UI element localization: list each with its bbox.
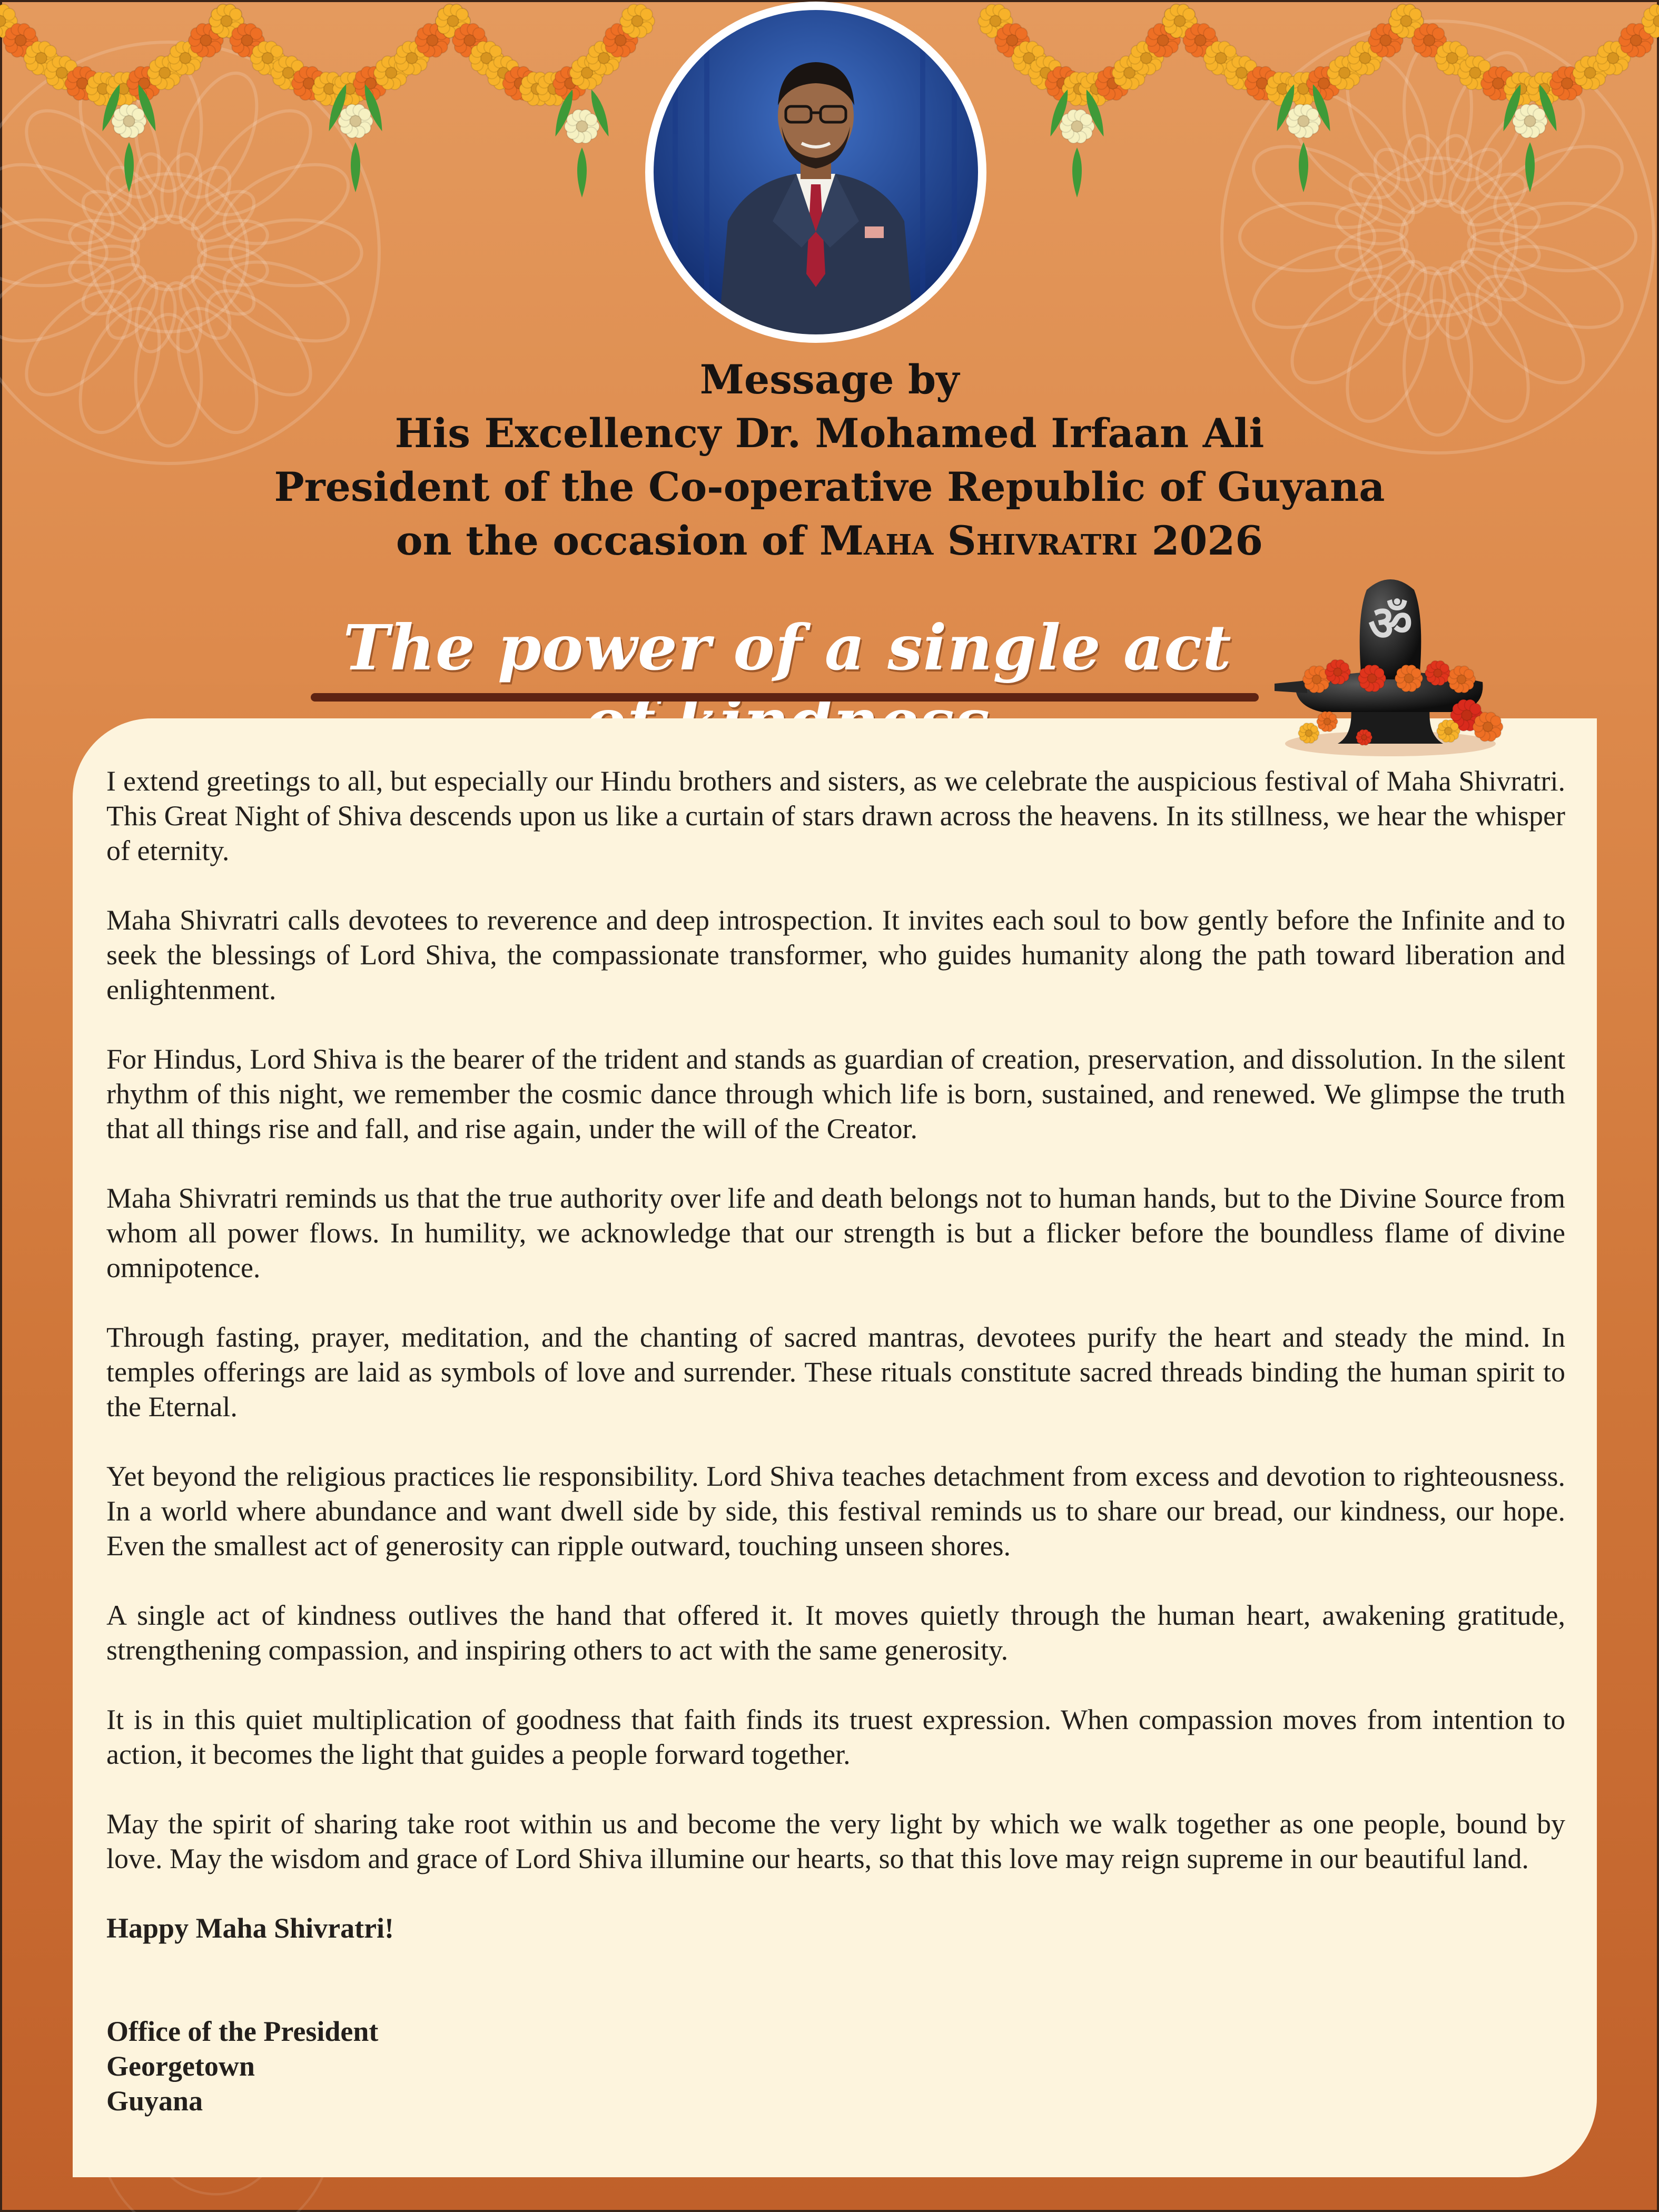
message-body: [106, 764, 1565, 2118]
president-portrait: [644, 0, 988, 344]
marigold-flower: [1513, 104, 1547, 138]
marigold-flower: [1317, 712, 1338, 732]
occasion-year: 2026: [1151, 517, 1263, 564]
marigold-flower: [1473, 712, 1503, 741]
marigold-flower: [1356, 729, 1372, 745]
leaf-decoration: [577, 147, 587, 197]
om-symbol: ॐ: [1368, 595, 1413, 651]
marigold-flower: [565, 110, 599, 143]
message-paragraph: Maha Shivratri reminds us that the true authority over life and death belongs not to human hands, but to the Divine Source from whom all power flows. In humility, we acknowledge that our strength is but a flicker before the boundless flame of divine omnipotence.: [106, 1182, 1565, 1283]
signature-office: Office of the President: [106, 2016, 379, 2047]
leaf-decoration: [1299, 142, 1308, 192]
message-subtitle: The power of a single act: [343, 611, 1232, 684]
message-paragraph: Maha Shivratri calls devotees to reverence and deep introspection. It invites each soul to bow gently before the Infinite and to seek the blessings of Lord Shiva, the compassionate transformer, who guides humanity along the path toward liberation and enlightenment.: [106, 904, 1565, 1005]
message-paragraph: It is in this quiet multiplication of goodness that faith finds its truest expression. When compassion moves from intention to action, it becomes the light that guides a people forward together.: [106, 1704, 1565, 1770]
message-paragraph: Through fasting, prayer, meditation, and the chanting of sacred mantras, devotees purify the heart and steady the mind. In temples offerings are laid as symbols of love and surrender. These rituals constitute sacred threads binding the human spirit to the Eternal.: [106, 1321, 1565, 1423]
subtitle-underline: [311, 693, 1259, 702]
leaf-decoration: [124, 142, 134, 192]
marigold-flower: [1437, 720, 1460, 743]
marigold-flower: [1448, 666, 1476, 693]
marigold-flower: [1358, 665, 1386, 692]
marigold-flower: [1325, 660, 1350, 685]
marigold-flower: [338, 104, 373, 138]
shiva-lingam-icon: [1259, 548, 1512, 769]
signature-block: [106, 2014, 1565, 2118]
heading-line-message-by: Message by: [699, 356, 960, 403]
leaf-decoration: [1072, 147, 1082, 197]
marigold-flower: [1286, 104, 1321, 138]
message-paragraph: For Hindus, Lord Shiva is the bearer of the trident and stands as guardian of creation, preservation, and dissolution. In the silent rhythm of this night, we remember the cosmic dance through which life is born, sustained, and renewed. We glimpse the truth that all things rise and fall, and rise again, under the will of the Creator.: [106, 1043, 1565, 1144]
message-paragraph: May the spirit of sharing take root within us and become the very light by which we walk together as one people, bound by love. May the wisdom and grace of Lord Shiva illumine our hearts, so that this love may reign supreme in our beautiful land.: [106, 1808, 1565, 1874]
marigold-flower: [1060, 110, 1094, 143]
message-paragraph: A single act of kindness outlives the hand that offered it. It moves quietly through the human heart, awakening gratitude, strengthening compassion, and inspiring others to act with the same generosity.: [106, 1599, 1565, 1666]
closing-greeting: Happy Maha Shivratri!: [106, 1912, 394, 1944]
marigold-flower: [1425, 661, 1450, 686]
marigold-flower: [112, 104, 146, 138]
message-heading: [0, 353, 1659, 568]
marigold-flower: [1298, 723, 1319, 743]
occasion-festival-name: Maha Shivratri: [819, 517, 1138, 564]
leaf-decoration: [1525, 142, 1535, 192]
occasion-prefix: on the occasion of: [396, 517, 806, 564]
message-paragraph: I extend greetings to all, but especially our Hindu brothers and sisters, as we celebrate the auspicious festival of Maha Shivratri. This Great Night of Shiva descends upon us like a curtain of stars drawn across the heavens. In its stillness, we hear the whisper of eternity.: [106, 765, 1565, 866]
message-paragraph: Yet beyond the religious practices lie responsibility. Lord Shiva teaches detachment from excess and devotion to righteousness. In a world where abundance and want dwell side by side, this festival reminds us to share our bread, our kindness, our hope. Even the smallest act of generosity can ripple outward, touching unseen shores.: [106, 1460, 1565, 1562]
signature-city: Georgetown: [106, 2050, 255, 2082]
leaf-decoration: [351, 142, 360, 192]
heading-line-president-name: His Excellency Dr. Mohamed Irfaan Ali: [394, 410, 1265, 457]
heading-line-office: President of the Co-operative Republic of Guyana: [274, 463, 1385, 510]
marigold-flower: [1395, 665, 1423, 692]
signature-country: Guyana: [106, 2085, 203, 2117]
